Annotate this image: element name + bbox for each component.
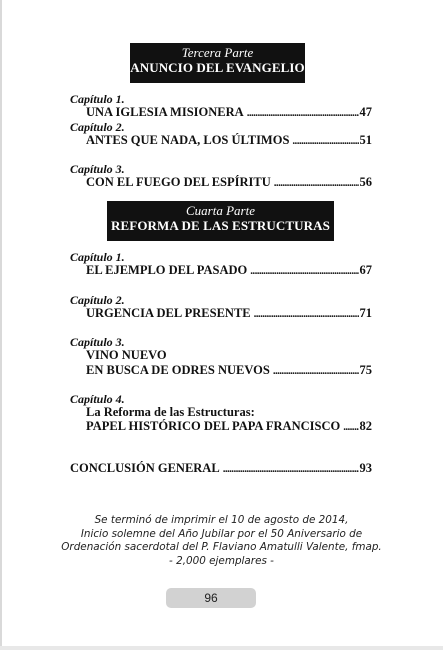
dot-leader xyxy=(247,106,359,121)
page-bottom-edge xyxy=(0,646,443,650)
chapter-label: Capítulo 1. xyxy=(70,92,125,106)
toc-entry-page: 93 xyxy=(359,461,372,475)
toc-entry-title: URGENCIA DEL PRESENTE xyxy=(86,306,251,320)
colophon-line: Inicio solemne del Año Jubilar por el 50 Aniversario de xyxy=(80,527,363,540)
toc-entry-title-line1: La Reforma de las Estructuras: xyxy=(86,405,255,419)
colophon xyxy=(40,514,403,568)
toc-entry-title: EL EJEMPLO DEL PASADO xyxy=(86,263,248,277)
part-header-tercera xyxy=(130,43,305,83)
part-title: REFORMA DE LAS ESTRUCTURAS xyxy=(111,218,330,233)
part-label: Cuarta Parte xyxy=(186,203,255,218)
part-title: ANUNCIO DEL EVANGELIO xyxy=(130,60,305,75)
toc-entry-title: EN BUSCA DE ODRES NUEVOS xyxy=(86,363,270,377)
toc-entry[interactable] xyxy=(86,363,372,379)
page-number: 96 xyxy=(166,588,256,608)
dot-leader xyxy=(254,307,359,322)
toc-entry-page: 82 xyxy=(359,419,372,433)
dot-leader xyxy=(343,420,358,435)
dot-leader xyxy=(273,364,359,379)
dot-leader xyxy=(223,462,359,477)
toc-entry-page: 47 xyxy=(359,105,372,119)
chapter-label: Capítulo 2. xyxy=(70,293,125,307)
chapter-label: Capítulo 1. xyxy=(70,250,125,264)
toc-entry[interactable] xyxy=(86,263,372,279)
dot-leader xyxy=(250,264,358,279)
toc-entry-title: CONCLUSIÓN GENERAL xyxy=(70,461,220,475)
chapter-label: Capítulo 3. xyxy=(70,335,125,349)
dot-leader xyxy=(274,176,359,191)
chapter-label: Capítulo 2. xyxy=(70,120,125,134)
toc-entry-conclusion[interactable] xyxy=(70,461,372,477)
toc-entry[interactable] xyxy=(86,133,372,149)
toc-entry[interactable] xyxy=(86,419,372,435)
part-header-cuarta xyxy=(107,201,334,241)
colophon-line: - 2,000 ejemplares - xyxy=(169,554,274,567)
toc-entry-title: PAPEL HISTÓRICO DEL PAPA FRANCISCO xyxy=(86,419,341,433)
toc-entry-page: 67 xyxy=(359,263,372,277)
toc-entry-page: 75 xyxy=(359,363,372,377)
toc-entry[interactable] xyxy=(86,105,372,121)
chapter-label: Capítulo 4. xyxy=(70,392,125,406)
dot-leader xyxy=(292,134,358,149)
toc-entry-title: ANTES QUE NADA, LOS ÚLTIMOS xyxy=(86,133,290,147)
toc-entry[interactable] xyxy=(86,306,372,322)
toc-entry[interactable] xyxy=(86,175,372,191)
toc-entry-page: 56 xyxy=(359,175,372,189)
colophon-line: Ordenación sacerdotal del P. Flaviano Amatulli Valente, fmap. xyxy=(61,541,382,553)
chapter-label: Capítulo 3. xyxy=(70,162,125,176)
part-label: Tercera Parte xyxy=(181,45,254,60)
colophon-line: Se terminó de imprimir el 10 de agosto de 2014, xyxy=(94,514,349,526)
page-edge xyxy=(0,0,2,650)
toc-entry-page: 51 xyxy=(359,133,372,147)
toc-entry-title: CON EL FUEGO DEL ESPÍRITU xyxy=(86,175,271,189)
toc-entry-title-line1: VINO NUEVO xyxy=(86,348,167,362)
toc-entry-page: 71 xyxy=(359,306,372,320)
toc-entry-title: UNA IGLESIA MISIONERA xyxy=(86,105,244,119)
